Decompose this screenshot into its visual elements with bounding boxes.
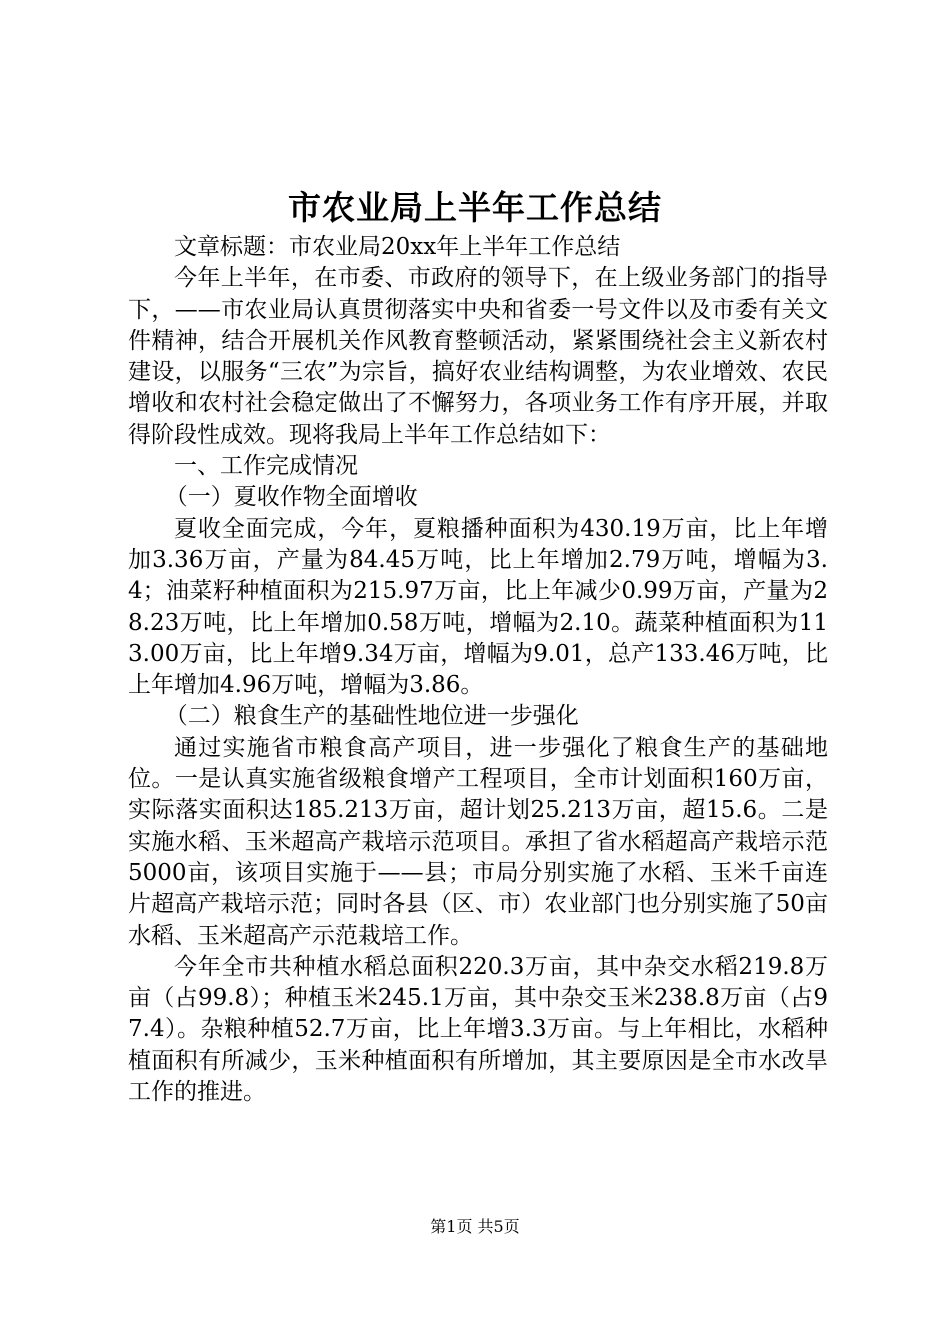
subsection-heading: （二）粮食生产的基础性地位进一步强化 bbox=[164, 703, 579, 730]
document-body bbox=[128, 232, 828, 1108]
subsection-heading: （一）夏收作物全面增收 bbox=[164, 484, 418, 511]
page-footer: 第1页 共5页 bbox=[430, 1217, 520, 1236]
planting-area-paragraph: 今年全市共种植水稻总面积220.3万亩，其中杂交水稻219.8万亩（占99.8）；种植玉米245.1万亩，其中杂交玉米238.8万亩（占97.4）。杂粮种植52.7万亩，比上年增3.3万亩。与上年相比，水稻种植面积有所减少，玉米种植面积有所增加，其主要原因是全市水改旱工作的推进。 bbox=[128, 953, 828, 1106]
intro-paragraph: 今年上半年，在市委、市政府的领导下，在上级业务部门的指导下，——市农业局认真贯彻落实中央和省委一号文件以及市委有关文件精神，结合开展机关作风教育整顿活动，紧紧围绕社会主义新农村建设，以服务“三农”为宗旨，搞好农业结构调整，为农业增效、农民增收和农村社会稳定做出了不懈努力，各项业务工作有序开展，并取得阶段性成效。现将我局上半年工作总结如下： bbox=[128, 265, 828, 448]
summer-harvest-paragraph: 夏收全面完成，今年，夏粮播种面积为430.19万亩，比上年增加3.36万亩，产量为84.45万吨，比上年增加2.79万吨，增幅为3.4；油菜籽种植面积为215.97万亩，比上年减少0.99万亩，产量为28.23万吨，比上年增加0.58万吨，增幅为2.10。蔬菜种植面积为113.00万亩，比上年增9.34万亩，增幅为9.01，总产133.46万吨，比上年增加4.96万吨，增幅为3.86。 bbox=[128, 515, 828, 699]
article-title-line: 文章标题：市农业局20xx年上半年工作总结 bbox=[174, 234, 621, 260]
grain-production-paragraph: 通过实施省市粮食高产项目，进一步强化了粮食生产的基础地位。一是认真实施省级粮食增产工程项目，全市计划面积160万亩，实际落实面积达185.213万亩，超计划25.213万亩，超15.6。二是实施水稻、玉米超高产栽培示范项目。承担了省水稻超高产栽培示范5000亩，该项目实施于——县；市局分别实施了水稻、玉米千亩连片超高产栽培示范；同时各县（区、市）农业部门也分别实施了50亩水稻、玉米超高产示范栽培工作。 bbox=[128, 734, 828, 949]
section-heading: 一、工作完成情况 bbox=[174, 453, 358, 480]
document-title: 市农业局上半年工作总结 bbox=[288, 188, 662, 227]
